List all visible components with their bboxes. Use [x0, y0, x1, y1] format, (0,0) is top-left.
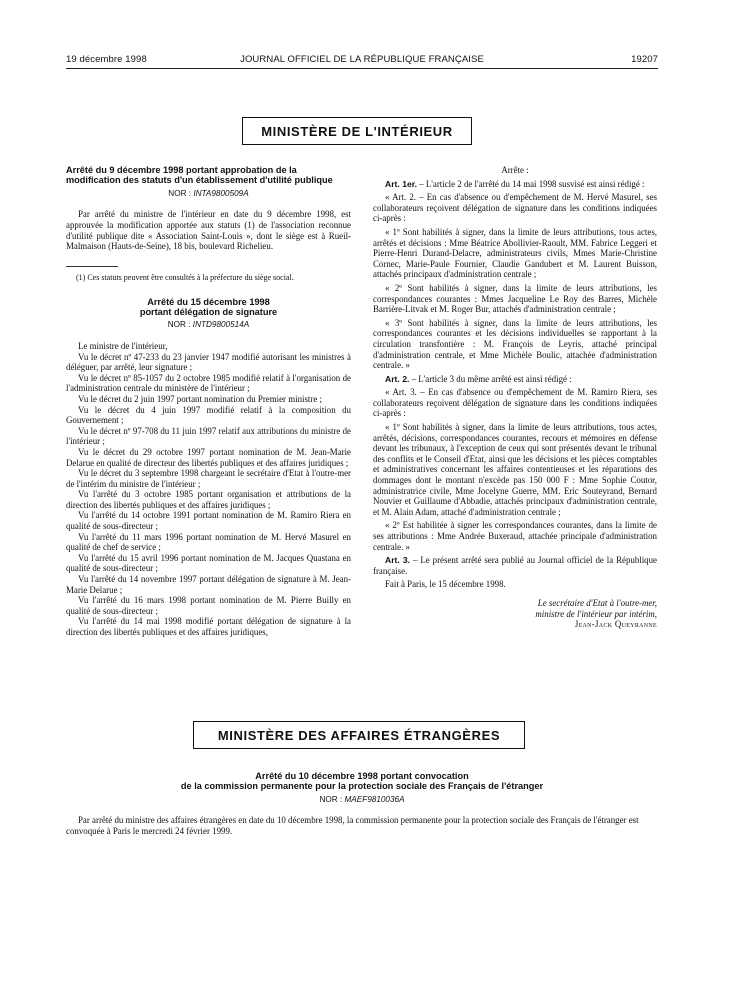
visa-item: Vu le décret nº 85-1057 du 2 octobre 1985 modifié relatif à l'organisation de l'administration centrale du ministère de l'intérieur ;	[66, 372, 351, 394]
arrete3-title-line1: Arrêté du 10 décembre 1998 portant convocation	[255, 771, 469, 781]
visa-item: Vu le décret du 2 juin 1997 portant nomination du Premier ministre ;	[78, 393, 322, 404]
header-title: JOURNAL OFFICIEL DE LA RÉPUBLIQUE FRANÇAISE	[240, 54, 484, 65]
article-1	[373, 179, 657, 190]
arrete3-body: Par arrêté du ministre des affaires étrangères en date du 10 décembre 1998, la commission permanente pour la protection sociale des Français de l'étranger est convoquée à Paris le mercredi 24 février 1999.	[66, 815, 639, 836]
article-2-para: « Art. 3. – En cas d'absence ou d'empêchement de M. Ramiro Riera, ses collaborateurs reçoivent délégation de signature dans les conditions indiquées ci-après :	[373, 387, 657, 419]
signatory-name: Jean-Jack Queyranne	[574, 619, 657, 630]
visa-item: Vu le décret du 3 septembre 1998 chargeant le secrétaire d'Etat à l'outre-mer de l'intérim du ministre de l'intérieur ;	[66, 468, 351, 489]
arrete1-nor-code: INTA9800509A	[193, 188, 249, 198]
visa-item: Vu le décret du 29 octobre 1997 portant nomination de M. Jean-Marie Delarue en qualité de directeur des libertés publiques et des affaires juridiques ;	[66, 446, 351, 468]
arrete2-nor	[66, 320, 351, 331]
arrete2-intro: Le ministre de l'intérieur,	[78, 340, 168, 351]
arrete1-footnote: (1) Ces statuts peuvent être consultés à la préfecture du siège social.	[76, 272, 294, 282]
arrete1-title: Arrêté du 9 décembre 1998 portant approbation de la modification des statuts d'un établissement d'utilité publique	[66, 165, 333, 186]
arrete-word: Arrête :	[501, 165, 529, 175]
article-1-para: « 1º Sont habilités à signer, dans la limite de leurs attributions, tous actes, arrêtés et décisions : Mme Béatrice Abollivier-Raoult, MM. Fabrice Leggeri et Pierre-Henri Durand-Delacre, administrateurs civils, Mmes Marie-Christine Cornec, Marie-Paule Fournier, Claudie Gandubert et M. Laurent Buisson, attachés principaux d'administration centrale ;	[373, 226, 657, 280]
article-1-para: « Art. 2. – En cas d'absence ou d'empêchement de M. Hervé Masurel, ses collaborateurs reçoivent délégation de signature dans les conditions indiquées ci-après :	[373, 192, 657, 224]
left-column	[66, 165, 351, 638]
visa-item: Vu l'arrêté du 15 avril 1996 portant nomination de M. Jacques Quastana en qualité de sous-directeur ;	[66, 552, 351, 574]
arrete2-title	[66, 297, 351, 318]
arrete3-block	[66, 771, 658, 837]
visa-item: Vu l'arrêté du 14 novembre 1997 portant délégation de signature à M. Jean-Marie Delarue ;	[66, 574, 351, 595]
article-2-label: Art. 2.	[385, 373, 410, 384]
arrete1-body: Par arrêté du ministre de l'intérieur en date du 9 décembre 1998, est approuvée la modification apportée aux statuts (1) de l'association reconnue d'utilité publique dite « Association Saint-Louis », dont le siège est à Rueil-Malmaison (Hauts-de-Seine), 18 bis, boulevard Richelieu.	[66, 209, 351, 252]
article-3-text: – Le présent arrêté sera publié au Journal officiel de la République française.	[373, 555, 657, 576]
arrete2-nor-code: INTD9800514A	[192, 320, 250, 330]
visa-item: Vu l'arrêté du 14 octobre 1991 portant nomination de M. Ramiro Riera en qualité de sous-directeur ;	[66, 510, 351, 532]
visa-item: Vu l'arrêté du 16 mars 1998 portant nomination de M. Pierre Builly en qualité de sous-directeur ;	[66, 595, 351, 616]
signature-line-1: Le secrétaire d'Etat à l'outre-mer,	[537, 597, 657, 608]
ministry-foreign-title: MINISTÈRE DES AFFAIRES ÉTRANGÈRES	[217, 727, 501, 743]
article-2	[373, 374, 657, 385]
visa-item: Vu l'arrêté du 3 octobre 1985 portant organisation et attributions de la direction des libertés publiques et des affaires juridiques ;	[66, 489, 351, 510]
arrete2-title-line2: portant délégation de signature	[139, 306, 278, 317]
arrete1-nor	[66, 189, 351, 200]
article-1-para: « 2º Sont habilités à signer, dans la limite de leurs attributions, les correspondances courantes : Mmes Jacqueline Le Roy des Barres, Michèle Barrière-Litvak et M. Roger Bur, attachés d'administration centrale ;	[373, 282, 657, 315]
article-1-para: « 3º Sont habilités à signer, dans la limite de leurs attributions, les correspondances courantes et les décisions individuelles se rapportant à la circulation transfontière : M. François de Leyris, attaché principal d'administration centrale, et Mme Michèle Boulic, attachée d'administration centrale. »	[373, 317, 657, 371]
header-date: 19 décembre 1998	[66, 54, 147, 65]
visa-item: Vu le décret nº 47-233 du 23 janvier 1947 modifié autorisant les ministres à déléguer, par arrêté, leur signature ;	[66, 351, 351, 373]
article-1-text: – L'article 2 de l'arrêté du 14 mai 1998 susvisé est ainsi rédigé :	[417, 178, 645, 189]
signature-line-2: ministre de l'intérieur par intérim,	[535, 608, 657, 619]
arrete3-nor	[66, 795, 658, 806]
visa-item: Vu le décret nº 97-708 du 11 juin 1997 relatif aux attributions du ministre de l'intérieur ;	[66, 425, 351, 447]
ministry-foreign-heading	[193, 721, 525, 749]
visa-item: Vu l'arrêté du 11 mars 1996 portant nomination de M. Hervé Masurel en qualité de chef de service ;	[66, 531, 351, 553]
ministry-interior-title: MINISTÈRE DE L'INTÉRIEUR	[261, 123, 453, 139]
article-2-text: – L'article 3 du même arrêté est ainsi rédigé :	[409, 373, 572, 384]
arrete3-nor-code: MAEF9810036A	[344, 794, 405, 804]
arrete3-title-line2: de la commission permanente pour la protection sociale des Français de l'étranger	[180, 781, 544, 792]
arrete2-title-line1: Arrêté du 15 décembre 1998	[147, 296, 270, 307]
footnote-rule	[66, 266, 118, 267]
article-3	[373, 555, 657, 576]
article-2-para: « 1º Sont habilités à signer, dans la limite de leurs attributions, tous actes, arrêtés, décisions, correspondances courantes, recours et mémoires en défense devant les tribunaux, à l'exception de ceux qui sont présentés devant le tribunal des conflits et le Conseil d'Etat, ainsi que les décisions et les pièces comptables et administratives concernant les affaires contentieuses et les réparations des dommages dont le montant n'excède pas 150 000 F : Mme Sophie Coutor, administratrice civile, Mme Jocelyne Guerre, MM. Eric Souteyrand, Bernard Nouvier et Guillaume d'Abbadie, attachés principaux d'administration centrale, et M. Alain Adam, attaché d'administration centrale ;	[373, 422, 657, 517]
article-2-para: « 2º Est habilitée à signer les correspondances courantes, dans la limite de ses attributions : Mme Andrée Buxeraud, attachée principale d'administration centrale. »	[373, 520, 657, 552]
article-1-label: Art. 1er.	[385, 178, 418, 189]
running-header	[66, 54, 658, 68]
visa-item: Vu le décret du 4 juin 1997 modifié relatif à la composition du Gouvernement ;	[66, 404, 351, 426]
right-column	[373, 165, 657, 630]
page-number: 19207	[631, 54, 658, 65]
ministry-interior-heading	[242, 117, 472, 145]
visa-item: Vu l'arrêté du 14 mai 1998 modifié portant délégation de signature à la direction des libertés publiques et des affaires juridiques,	[66, 616, 351, 638]
article-3-label: Art. 3.	[385, 555, 411, 566]
arrete3-title	[66, 771, 658, 792]
arrete3-nor-label: NOR :	[319, 794, 343, 804]
arrete2-nor-label: NOR :	[167, 320, 191, 330]
header-rule	[66, 68, 658, 69]
done-at: Fait à Paris, le 15 décembre 1998.	[385, 579, 506, 590]
arrete1-nor-label: NOR :	[168, 188, 192, 198]
